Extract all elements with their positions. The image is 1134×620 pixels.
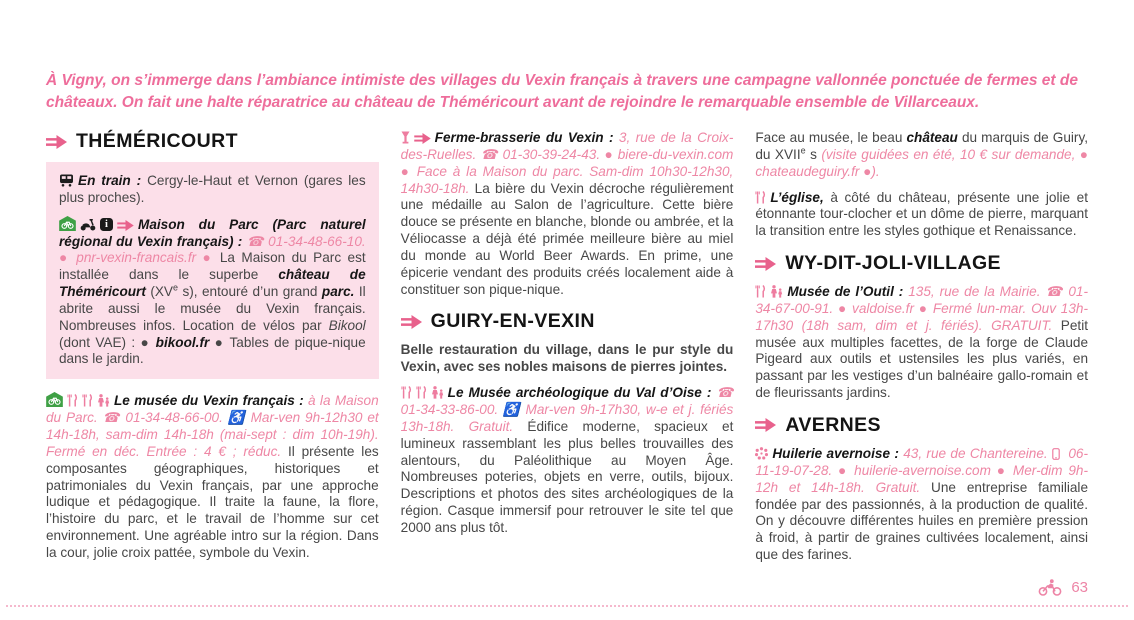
cyclist-icon xyxy=(1038,579,1062,596)
chateau-bold: château de Théméricourt xyxy=(59,267,366,300)
ferme-brasserie-label: Ferme-brasserie du Vexin : xyxy=(434,130,619,145)
practical-info-box xyxy=(46,162,379,379)
musee-vexin-body: Il présente les composantes géographiques, historiques et patrimoniales du Vexin français, par une approche ludique et pédagogique. Il traite la faune, la flore, l’histoire du parc, et le travail de l’homme sur cet environnement. Une agréable intro sur la région. Dans la cour, jolie croix pattée, symbole du Vexin. xyxy=(46,443,379,560)
chateau-details: (visite guidées en été, 10 € sur demande, ● chateaudeguiry.fr ●). xyxy=(755,146,1089,179)
section-arrow-icon xyxy=(401,315,422,329)
maison-body: Il abrite aussi le musée du Vexin français. Nombreuses infos. Location de vélos par xyxy=(59,284,366,333)
superscript: e xyxy=(172,282,178,293)
page-footer xyxy=(1038,579,1088,596)
section-arrow-icon xyxy=(755,418,776,432)
superscript: e xyxy=(800,145,806,156)
cutlery-icon xyxy=(755,285,766,298)
section-heading-wy xyxy=(755,252,1088,275)
maison-body: La Maison du Parc est installée dans le superbe xyxy=(59,250,366,283)
section-title: GUIRY-EN-VEXIN xyxy=(430,310,595,333)
info-icon xyxy=(100,218,113,231)
section-heading-guiry xyxy=(401,310,734,333)
entry-arrow-icon xyxy=(414,133,431,144)
section-arrow-icon xyxy=(46,135,67,149)
text-columns xyxy=(46,130,1088,564)
section-title: THÉMÉRICOURT xyxy=(76,130,238,152)
parc-bold: parc. xyxy=(321,284,355,300)
ferme-brasserie-body: La bière du Vexin décroche régulièrement une médaille au Salon de l’agriculture. Cette bière douce se présente en blanche, blonde ou ambrée, et la Véliocasse a déjà été primée meilleure bière au miel du monde au World Beer Awards. En prime, une épicerie vendant des produits créés localement aide à constituer son pique-nique. xyxy=(400,180,734,297)
train-info xyxy=(59,173,366,207)
section-title: AVERNES xyxy=(785,413,881,436)
section-title: WY-DIT-JOLI-VILLAGE xyxy=(785,252,1001,275)
family-icon xyxy=(770,285,783,298)
maison-du-parc-contact: ☎ 01-34-48-66-10. ● pnr-vexin-francais.fr ● xyxy=(59,233,366,266)
page-number: 63 xyxy=(1071,579,1088,596)
bottom-dotted-rule xyxy=(6,605,1128,607)
musee-vexin-label: Le musée du Vexin français : xyxy=(114,393,309,409)
chateau-guiry-entry xyxy=(755,130,1088,181)
musee-outil-entry xyxy=(755,284,1088,402)
section-heading-avernes xyxy=(755,414,1088,437)
ferme-brasserie-entry xyxy=(401,130,734,298)
maison-body: (dont VAE) : ● xyxy=(59,334,156,350)
musee-vexin-details: à la Maison du Parc. ☎ 01-34-48-66-00. ♿ Mar-ven 9h-12h30 et 14h-18h, sam-dim 14h-18h (mai-sept : dim 10h-19h). Fermé en déc. Entrée : 4 € ; réduc. xyxy=(46,393,379,459)
huilerie-address: 43, rue de Chantereine. xyxy=(903,445,1053,461)
eglise-body: à côté du château, présente une jolie et étonnante tour-clocher et un dôme de pierre, marquant la transition entre les styles gothique et Renaissance. xyxy=(755,189,1089,239)
column-2 xyxy=(401,130,734,564)
maison-body: s), entouré d’un grand xyxy=(178,284,322,300)
maison-du-parc-entry xyxy=(59,216,366,369)
chateau-body: du marquis de Guiry, du XVII xyxy=(755,130,1089,162)
eglise-label: L’église, xyxy=(770,189,824,205)
ferme-brasserie-details: 3, rue de la Croix-des-Ruelles. ☎ 01-30-39-24-43. ● biere-du-vexin.com ● Face à la Maison du parc. Sam-dim 10h30-12h30, 14h30-18h. xyxy=(400,130,734,196)
huilerie-contact: 06-11-19-07-28. ● huilerie-avernoise.com ● Mer-dim 9h-12h et 14h-18h. Gratuit. xyxy=(755,445,1089,495)
train-label: En train : xyxy=(78,173,142,188)
bike-badge-icon xyxy=(46,392,63,407)
flower-icon xyxy=(755,447,768,460)
chateau-body: Face au musée, le beau xyxy=(755,130,907,145)
train-text: Cergy-le-Haut et Vernon (gares les plus proches). xyxy=(59,173,366,205)
musee-outil-body: Petit musée aux multiples facettes, de la forge de Claude Pigeard aux outils et ustensiles les plus variés, en passant par les vestiges d’un balnéaire gallo-romain et de fleurissants jardins. xyxy=(755,317,1089,401)
bikool-url: bikool.fr xyxy=(155,334,210,350)
eglise-entry xyxy=(755,190,1088,241)
train-icon xyxy=(59,174,74,187)
guiry-lead: Belle restauration du village, dans le pur style du Vexin, avec ses nobles maisons de pierres jointes. xyxy=(400,342,734,375)
column-1 xyxy=(46,130,379,564)
musee-outil-details: 135, rue de la Mairie. ☎ 01-34-67-00-91. ● valdoise.fr ● Fermé lun-mar. Ouv 13h-17h30 (18h sam, dim et j. fériés). GRATUIT. xyxy=(755,284,1089,333)
family-icon xyxy=(431,386,444,399)
cutlery-icon xyxy=(755,191,766,204)
huilerie-body: Une entreprise familiale fondée par des passionnés, à la production de qualité. On y découvre différentes huiles en première pression à froid, à partir de graines cultivées localement, ainsi que des farines. xyxy=(755,479,1089,563)
cutlery-icon xyxy=(401,386,412,399)
musee-vexin-entry xyxy=(46,392,379,561)
motorbike-icon xyxy=(80,218,96,231)
mobile-phone-icon xyxy=(1052,448,1060,460)
musee-archeologique-entry xyxy=(401,385,734,537)
cutlery-icon xyxy=(82,394,93,407)
huilerie-entry xyxy=(755,446,1088,564)
chateau-body: s xyxy=(805,146,822,162)
page-intro: À Vigny, on s’immerge dans l’ambiance intimiste des villages du Vexin français à travers une campagne vallonnée ponctuée de fermes et de châteaux. On fait une halte réparatrice au château de Théméricourt avant de rejoindre le remarquable ensemble de Villarceaux. xyxy=(46,72,1078,111)
cutlery-icon xyxy=(67,394,78,407)
musee-archeologique-body: Édifice moderne, spacieux et lumineux rassemblant les plus belles trouvailles des alentours, du Paléolithique au Moyen Âge. Nombreuses poteries, objets en verre, outils, bijoux. Descriptions et photos des sites archéologiques de la région. Casque immersif pour retrouver le site tel que 2000 ans plus tôt. xyxy=(400,418,734,535)
cutlery-icon xyxy=(416,386,427,399)
musee-archeologique-details: ☎ 01-34-33-86-00. ♿ Mar-ven 9h-17h30, w-e et j. fériés 13h-18h. Gratuit. xyxy=(400,385,734,434)
maison-body: ● Tables de pique-nique dans le jardin. xyxy=(59,334,366,367)
huilerie-label: Huilerie avernoise : xyxy=(772,445,904,461)
chateau-bold: château xyxy=(906,130,958,145)
column-3 xyxy=(755,130,1088,564)
musee-outil-label: Musée de l’Outil : xyxy=(787,284,909,300)
entry-arrow-icon xyxy=(117,220,134,231)
musee-archeologique-label: Le Musée archéologique du Val d’Oise : xyxy=(447,385,717,401)
maison-du-parc-label: Maison du Parc (Parc naturel régional du Vexin français) : xyxy=(59,216,366,249)
bikool-italic: Bikool xyxy=(328,317,366,333)
maison-body: (XV xyxy=(145,284,173,300)
section-arrow-icon xyxy=(755,257,776,271)
wineglass-icon xyxy=(401,131,410,144)
bike-badge-icon xyxy=(59,216,76,231)
section-heading-themericourt xyxy=(46,130,379,153)
family-icon xyxy=(97,394,110,407)
